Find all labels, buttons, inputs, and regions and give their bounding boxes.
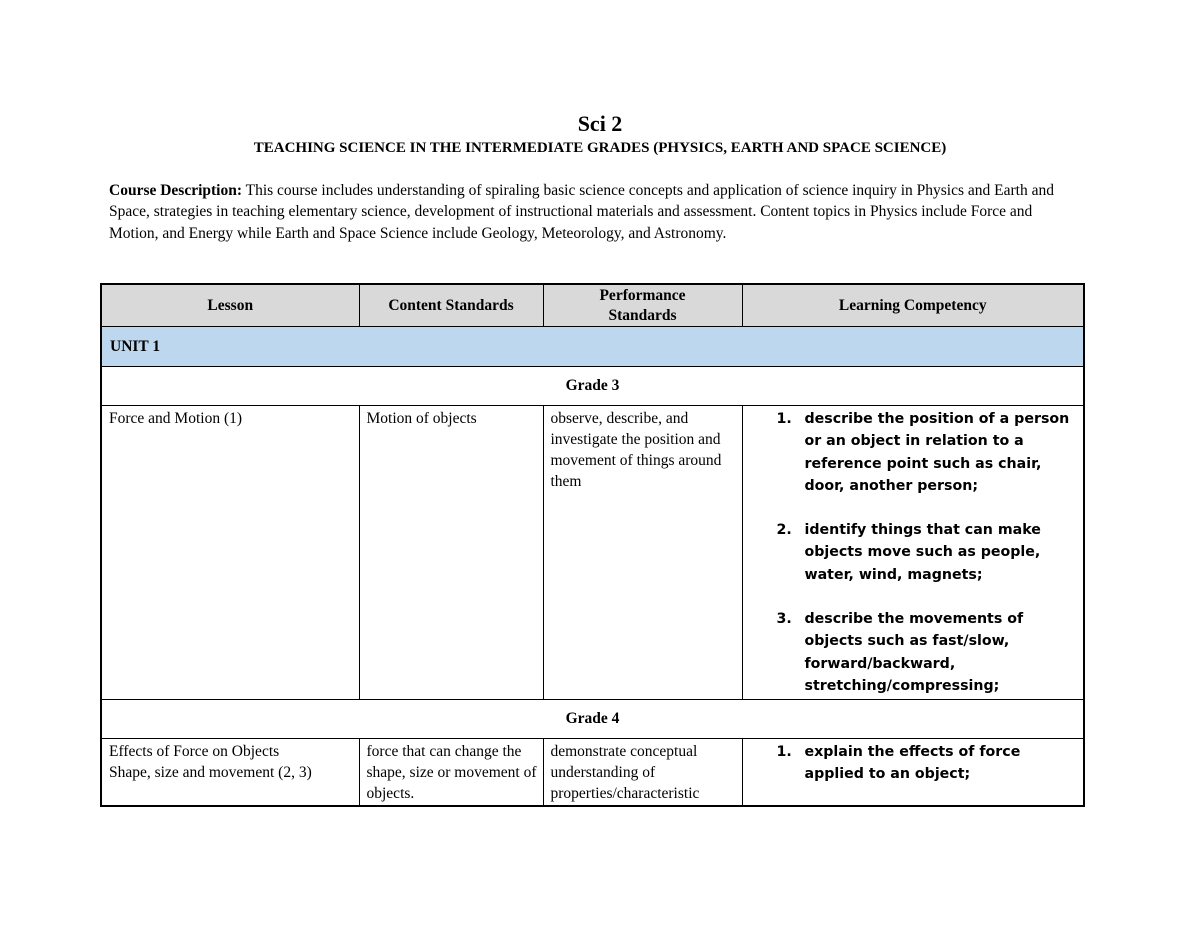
grade-row	[101, 700, 1084, 739]
learning-competency-cell	[742, 406, 1084, 700]
course-description-label: Course Description:	[109, 182, 243, 199]
competency-list	[743, 408, 1078, 697]
unit-label: UNIT 1	[101, 327, 1084, 367]
grade-row	[101, 367, 1084, 406]
performance-standard-text: observe, describe, and investigate the position and movement of things around them	[550, 410, 722, 490]
list-item	[743, 608, 1078, 697]
curriculum-table	[100, 283, 1085, 807]
table-row	[101, 739, 1084, 807]
competency-number: 3.	[776, 611, 792, 628]
competency-number: 2.	[776, 522, 792, 539]
lesson-text: Force and Motion (1)	[109, 410, 243, 427]
header-lesson: Lesson	[101, 284, 359, 327]
competency-text: identify things that can make objects move such as people, water, wind, magnets;	[804, 522, 1041, 583]
lesson-text	[102, 739, 359, 783]
competency-list	[743, 741, 1078, 786]
performance-standard-cell	[543, 406, 742, 700]
lesson-line: Shape, size and movement (2, 3)	[109, 764, 312, 781]
learning-competency-cell	[742, 739, 1084, 807]
lesson-line: Effects of Force on Objects	[109, 743, 280, 760]
competency-text: describe the movements of objects such as fast/slow, forward/backward, stretching/compressing;	[804, 611, 1024, 694]
course-code-title: Sci 2	[577, 111, 623, 136]
list-item	[743, 408, 1078, 497]
content-standard-text: force that can change the shape, size or movement of objects.	[366, 743, 537, 802]
header-learning-competency: Learning Competency	[742, 284, 1084, 327]
competency-text: describe the position of a person or an object in relation to a reference point such as chair, door, another person;	[804, 411, 1070, 494]
list-item	[743, 741, 1078, 786]
content-standard-cell	[359, 739, 543, 807]
course-description-text: This course includes understanding of spiraling basic science concepts and application of science inquiry in Physics and Earth and Space, strategies in teaching elementary science, development of instructional materials and assessment. Content topics in Physics include Force and Motion, and Energy while Earth and Space Science include Geology, Meteorology, and Astronomy.	[109, 182, 1054, 242]
content-standard-cell	[359, 406, 543, 700]
competency-number: 1.	[776, 744, 792, 760]
table-row	[101, 406, 1084, 700]
course-description	[109, 180, 1084, 244]
lesson-cell	[101, 406, 359, 700]
table-header-row	[101, 284, 1084, 327]
performance-standard-cell	[543, 739, 742, 807]
course-subtitle: TEACHING SCIENCE IN THE INTERMEDIATE GRADES (PHYSICS, EARTH AND SPACE SCIENCE)	[253, 140, 947, 156]
list-item	[743, 519, 1078, 586]
header-content-standards: Content Standards	[359, 284, 543, 327]
competency-text: explain the effects of force applied to an object;	[804, 744, 1021, 783]
content-standard-text: Motion of objects	[366, 410, 477, 427]
header-performance-standards: Performance Standards	[543, 284, 742, 327]
grade-4-label: Grade 4	[101, 700, 1084, 739]
lesson-cell	[101, 739, 359, 807]
competency-number: 1.	[776, 411, 792, 427]
performance-standard-text: demonstrate conceptual understanding of properties/characteristic	[550, 743, 700, 802]
unit-row	[101, 327, 1084, 367]
grade-3-label: Grade 3	[101, 367, 1084, 406]
